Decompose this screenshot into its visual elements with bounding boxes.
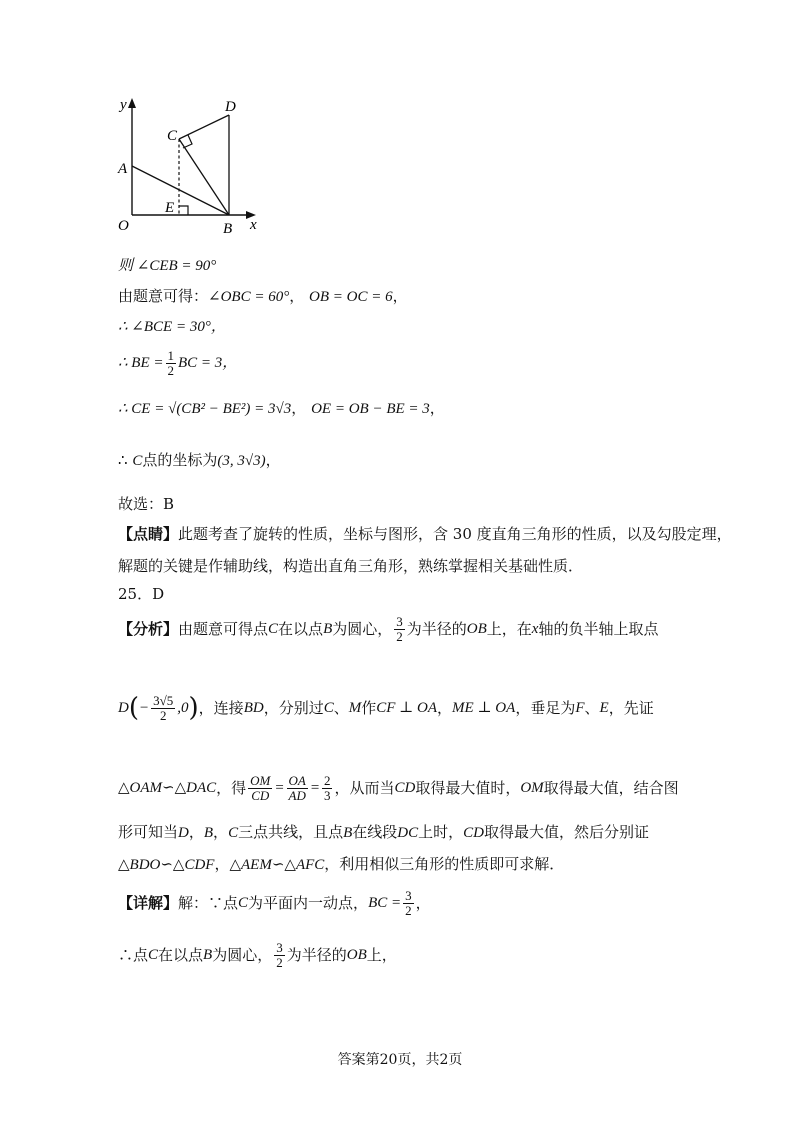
- fraction: [322, 774, 333, 803]
- line-3: [118, 316, 226, 337]
- text: ，: [289, 287, 305, 305]
- text: 取得最大值时，: [415, 779, 521, 797]
- text: 解题的关键是作辅助线，构造出直角三角形，熟练掌握相关基础性质．: [118, 557, 584, 575]
- fraction: [248, 774, 272, 803]
- text: ，连接: [198, 699, 244, 717]
- math: ∴ BE =: [118, 355, 164, 371]
- math: (3, 3√3): [217, 453, 266, 469]
- label-d: D: [225, 99, 236, 115]
- y-axis-arrow: [128, 98, 136, 108]
- fraction: [274, 941, 285, 970]
- text: 由题意可得点: [178, 620, 269, 638]
- numerator: 2: [323, 772, 331, 788]
- text: 上，在: [486, 620, 532, 638]
- math: B: [203, 947, 213, 963]
- denominator: AD: [288, 787, 306, 803]
- math: C: [268, 621, 279, 637]
- text: 25．D: [118, 585, 165, 603]
- text: 为平面内一动点，: [248, 894, 369, 912]
- line-14: [118, 822, 649, 843]
- denominator: 2: [167, 362, 174, 378]
- math: C: [228, 825, 239, 841]
- denominator: 3: [323, 787, 331, 803]
- geometry-figure: [110, 95, 270, 235]
- denominator: CD: [251, 787, 270, 803]
- label-e: E: [165, 200, 175, 216]
- label-a: A: [118, 161, 128, 177]
- math: △AEM∽△AFC: [229, 857, 325, 873]
- label-y: y: [120, 97, 127, 113]
- label-o: O: [118, 218, 129, 234]
- text: ，: [437, 699, 453, 717]
- denominator: 2: [405, 902, 412, 918]
- equals: =: [274, 780, 285, 796]
- math: ,0: [177, 700, 189, 716]
- math: △OAM∽△DAC: [118, 780, 217, 796]
- math: x: [531, 621, 539, 637]
- line-16: [118, 884, 431, 922]
- numerator: 3: [405, 887, 412, 903]
- line-5: [118, 398, 445, 419]
- section-tag: 【点睛】: [118, 525, 179, 543]
- text: 解：∵点: [178, 894, 239, 912]
- math: ∠OBC = 60°: [208, 289, 290, 305]
- math: D: [178, 825, 189, 841]
- text: ，: [188, 823, 204, 841]
- text: 作: [361, 699, 377, 717]
- line-1: [118, 255, 216, 276]
- math: BC = 3，: [178, 355, 238, 371]
- fraction: [166, 349, 177, 378]
- math: B: [343, 825, 353, 841]
- paren-left: (: [128, 693, 139, 723]
- segment-ab: [132, 166, 229, 215]
- math: OE = OB − BE = 3: [311, 401, 430, 417]
- line-9: [118, 556, 583, 576]
- text: 为圆心，: [332, 620, 393, 638]
- text: ，: [213, 823, 229, 841]
- numerator: 3: [276, 939, 283, 955]
- text: 三点共线，且点: [238, 823, 344, 841]
- text: 在以点: [158, 946, 204, 964]
- math: OM: [520, 780, 544, 796]
- text: 上时，: [418, 823, 464, 841]
- minus-sign: −: [139, 700, 150, 716]
- text: ，: [415, 894, 431, 912]
- fraction: [287, 774, 308, 803]
- math: OB: [346, 947, 367, 963]
- text: ，垂足为: [515, 699, 576, 717]
- text: 为半径的: [286, 946, 347, 964]
- text: 取得最大值，结合图: [543, 779, 679, 797]
- math: ∴ ∠BCE = 30°，: [118, 319, 226, 335]
- math: OB = OC = 6: [309, 289, 393, 305]
- math: OB: [466, 621, 487, 637]
- numerator: OM: [250, 772, 271, 788]
- line-4: [118, 345, 237, 381]
- math: △BDO∽△CDF: [118, 857, 215, 873]
- equals: =: [309, 780, 320, 796]
- math: C: [148, 947, 159, 963]
- math: F: [575, 700, 585, 716]
- text: ∴点: [118, 946, 149, 964]
- text: 在以点: [278, 620, 324, 638]
- math: BC =: [368, 895, 402, 911]
- line-15: [118, 854, 564, 875]
- text: ，利用相似三角形的性质即可求解．: [324, 855, 565, 873]
- text: ，: [291, 399, 307, 417]
- paren-right: ): [188, 693, 199, 723]
- section-tag: 【分析】: [118, 620, 179, 638]
- text: 形可知当: [118, 823, 179, 841]
- math: B: [323, 621, 333, 637]
- section-tag: 【详解】: [118, 894, 179, 912]
- math: ME ⊥ OA: [452, 700, 516, 716]
- math: D: [118, 700, 129, 716]
- math: B: [203, 825, 214, 841]
- numerator: OA: [288, 772, 306, 788]
- text: ，: [429, 399, 445, 417]
- text: 则 ∠CEB = 90°: [118, 258, 217, 274]
- fraction: [151, 694, 175, 723]
- text: ，从而当: [334, 779, 395, 797]
- fraction: [394, 615, 405, 644]
- text: 此题考查了旋转的性质，坐标与图形，含 30 度直角三角形的性质，以及勾股定理，: [178, 525, 732, 543]
- line-17: [118, 936, 397, 974]
- text: 、: [333, 699, 349, 717]
- text: ，: [392, 287, 408, 305]
- line-13: [118, 768, 679, 808]
- numerator: 1: [167, 347, 174, 363]
- math: CD: [463, 825, 484, 841]
- segment-cd: [179, 115, 229, 139]
- math: C: [238, 895, 249, 911]
- text: ，: [265, 451, 281, 469]
- line-2: [118, 286, 408, 307]
- denominator: 2: [396, 628, 403, 644]
- label-c: C: [167, 128, 178, 144]
- math: M: [348, 700, 362, 716]
- text: 上，: [366, 946, 397, 964]
- math: ∴ CE = √(CB² − BE²) = 3√3: [118, 401, 292, 417]
- math: E: [599, 700, 609, 716]
- math: DC: [397, 825, 419, 841]
- line-7: [118, 494, 174, 514]
- text: ，: [214, 855, 230, 873]
- text: 为半径的: [406, 620, 467, 638]
- text: 为圆心，: [212, 946, 273, 964]
- right-angle-e: [179, 206, 188, 215]
- page-footer: 答案第20页，共2页: [337, 1052, 463, 1068]
- numerator: 3: [396, 613, 403, 629]
- denominator: 2: [276, 954, 283, 970]
- line-6: [118, 450, 281, 471]
- segment-cb: [179, 139, 229, 215]
- text: 、: [584, 699, 600, 717]
- text: 由题意可得：: [118, 287, 209, 305]
- text: ，分别过: [263, 699, 324, 717]
- label-b: B: [223, 221, 233, 235]
- text: 取得最大值，然后分别证: [483, 823, 649, 841]
- text: 在线段: [352, 823, 398, 841]
- text: ，先证: [608, 699, 654, 717]
- text: 故选：B: [118, 495, 175, 513]
- math: C: [132, 453, 143, 469]
- text: ，得: [216, 779, 247, 797]
- line-11: [118, 610, 658, 648]
- fraction: [403, 889, 414, 918]
- line-10: [118, 584, 164, 604]
- math: CD: [394, 780, 416, 796]
- text: ∴: [118, 451, 128, 469]
- text: 点的坐标为: [142, 451, 218, 469]
- line-8: [118, 524, 732, 544]
- denominator: 2: [159, 707, 167, 723]
- text: 轴的负半轴上取点: [538, 620, 659, 638]
- math: C: [323, 700, 334, 716]
- math: BD: [243, 700, 264, 716]
- line-12: [118, 688, 654, 728]
- numerator: 3√5: [153, 692, 174, 708]
- label-x: x: [250, 217, 257, 233]
- math: CF ⊥ OA: [376, 700, 438, 716]
